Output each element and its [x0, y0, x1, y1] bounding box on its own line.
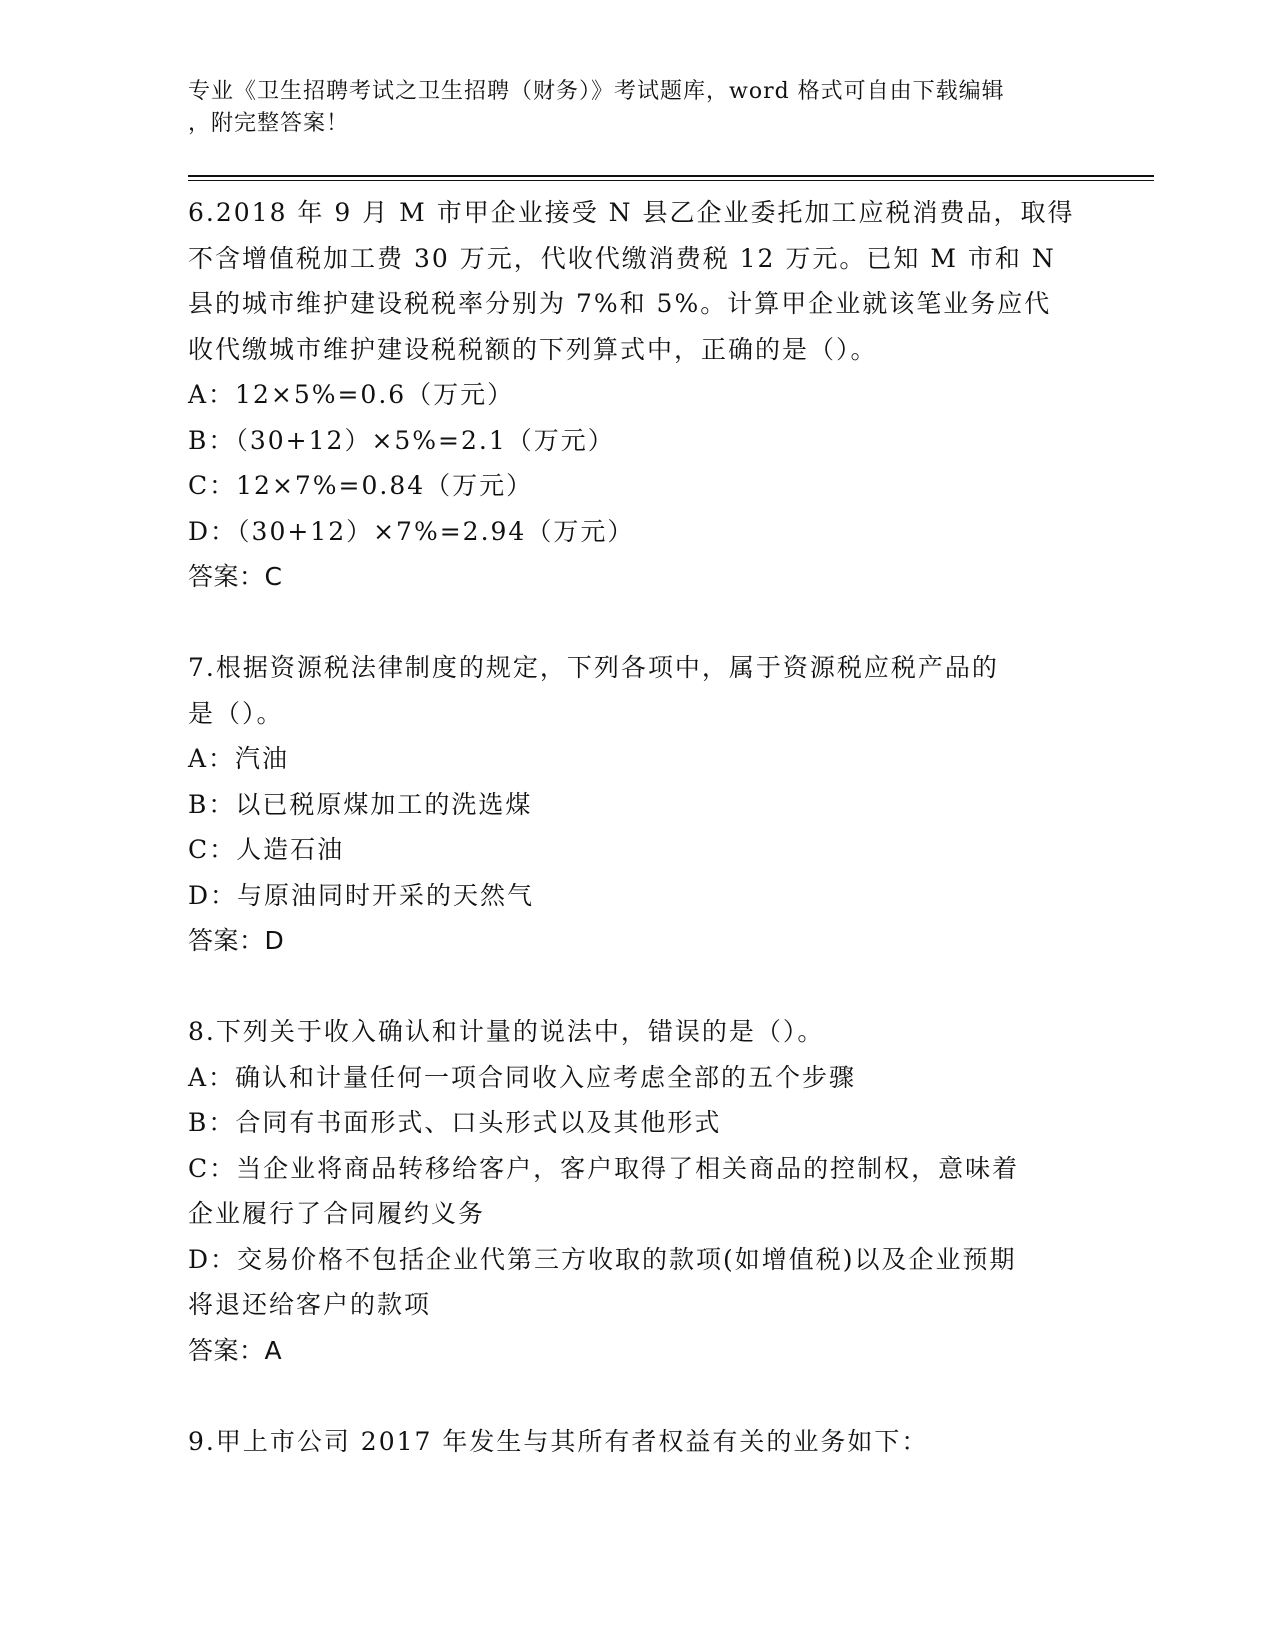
question-stem: 8.下列关于收入确认和计量的说法中，错误的是（）。 [188, 1017, 825, 1046]
question-list [188, 190, 1088, 1464]
option-d: D：与原油同时开采的天然气 [188, 880, 535, 910]
option-d-continued: 将退还给客户的款项 [188, 1290, 432, 1319]
question-stem: 9.甲上市公司 2017 年发生与其所有者权益有关的业务如下： [188, 1426, 929, 1456]
option-c-continued: 企业履行了合同履约义务 [188, 1199, 486, 1228]
question-stem: 7.根据资源税法律制度的规定，下列各项中，属于资源税应税产品的 [188, 653, 999, 682]
option-c: C：当企业将商品转移给客户，客户取得了相关商品的控制权，意味着 [188, 1153, 1020, 1183]
spacer [188, 600, 1088, 646]
answer-line: 答案：A [188, 1335, 283, 1365]
question-item [188, 1419, 1088, 1465]
question-item [188, 190, 1088, 600]
spacer [188, 964, 1088, 1010]
answer-line: 答案：C [188, 562, 283, 591]
option-d: D：交易价格不包括企业代第三方收取的款项(如增值税)以及企业预期 [188, 1244, 1017, 1274]
option-a: A：确认和计量任何一项合同收入应考虑全部的五个步骤 [188, 1062, 857, 1092]
header-line: 专业《卫生招聘考试之卫生招聘（财务）》考试题库，word 格式可自由下载编辑 [188, 79, 1005, 104]
question-item [188, 645, 1088, 964]
option-a: A：12×5%=0.6（万元） [188, 380, 515, 409]
option-b: B：合同有书面形式、口头形式以及其他形式 [188, 1108, 722, 1137]
option-c: C：12×7%=0.84（万元） [188, 471, 534, 500]
option-d: D：（30+12）×7%=2.94（万元） [188, 516, 635, 546]
question-stem: 是（）。 [188, 698, 284, 728]
question-stem: 县的城市维护建设税税率分别为 7%和 5%。计算甲企业就该笔业务应代 [188, 289, 1052, 318]
spacer [188, 1373, 1088, 1419]
option-b: B：以已税原煤加工的洗选煤 [188, 789, 533, 819]
option-b: B：（30+12）×5%=2.1（万元） [188, 425, 615, 455]
question-item [188, 1009, 1088, 1373]
header-line: ，附完整答案！ [188, 111, 350, 136]
question-stem: 收代缴城市维护建设税税额的下列算式中，正确的是（）。 [188, 334, 878, 364]
document-header [188, 76, 1068, 140]
option-a: A：汽油 [188, 744, 290, 773]
question-stem: 6.2018 年 9 月 M 市甲企业接受 N 县乙企业委托加工应税消费品，取得 [188, 198, 1075, 227]
question-stem: 不含增值税加工费 30 万元，代收代缴消费税 12 万元。已知 M 市和 N [188, 243, 1056, 273]
option-c: C：人造石油 [188, 835, 345, 864]
header-divider [188, 175, 1154, 177]
header-divider [188, 180, 1154, 181]
answer-line: 答案：D [188, 926, 285, 955]
